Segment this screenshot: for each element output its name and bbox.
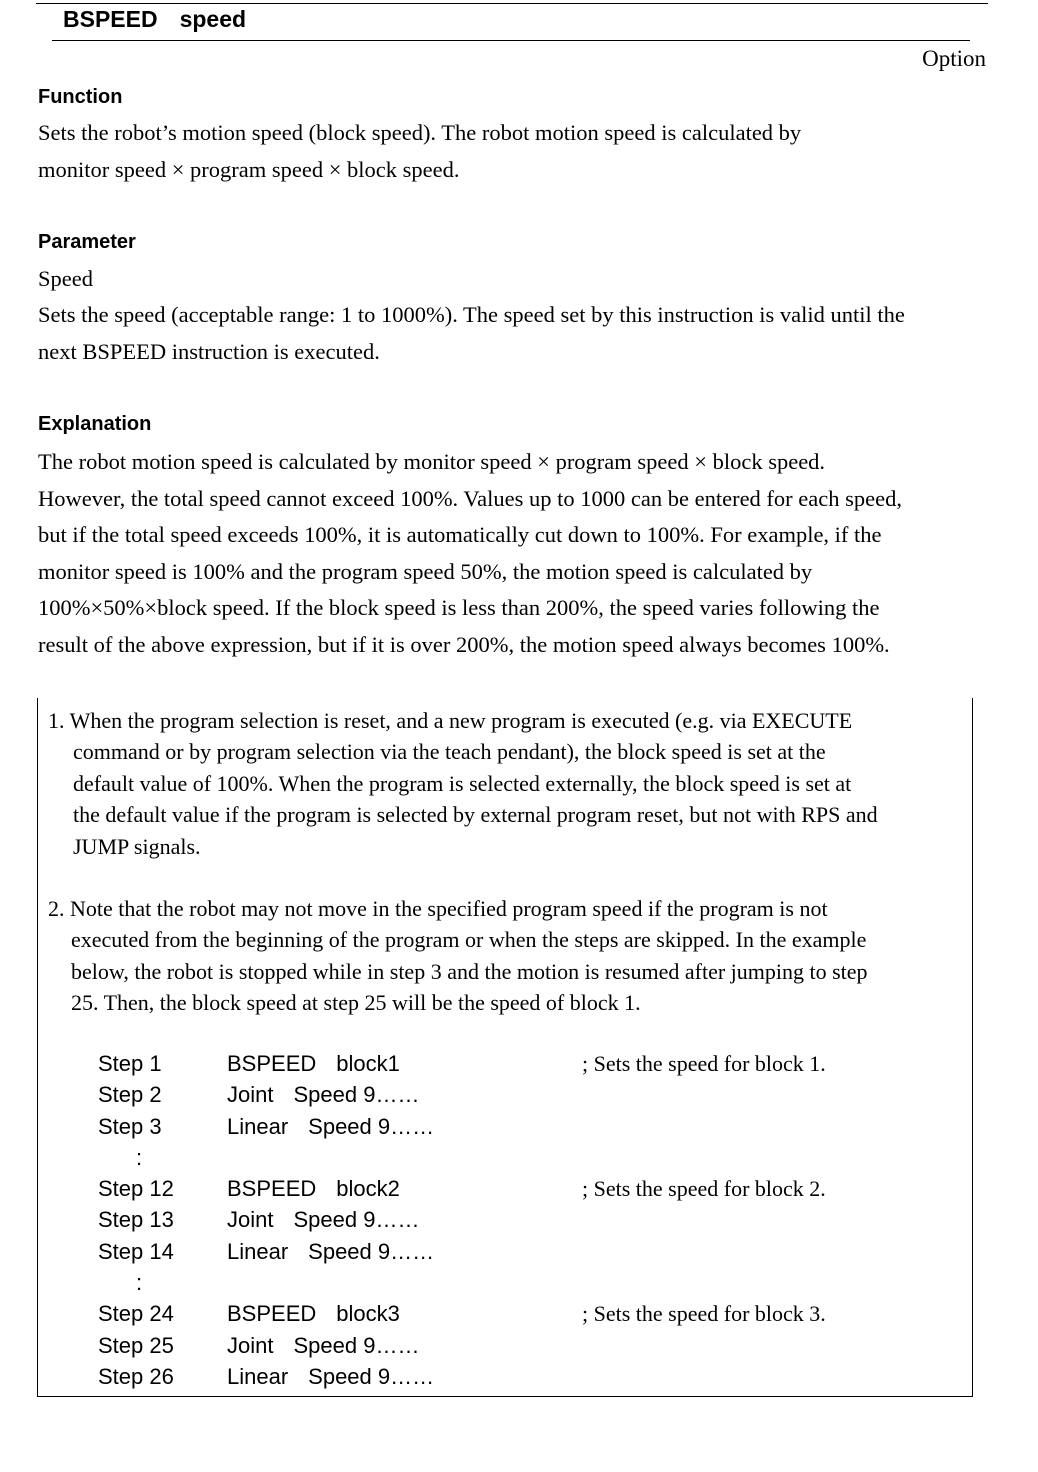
step-label: Step 3 (98, 1113, 162, 1139)
step-command (227, 1361, 434, 1392)
command-argument: Speed 9…… (293, 1207, 420, 1233)
example-program (98, 1048, 958, 1392)
text-line: However, the total speed cannot exceed 100%. Values up to 1000 can be entered for each speed, (38, 485, 902, 511)
step-label: Step 25 (98, 1332, 174, 1358)
step-command (227, 1204, 419, 1235)
command-name: BSPEED (227, 1301, 317, 1327)
code-row (98, 1079, 958, 1110)
explanation-text (38, 444, 998, 663)
vertical-ellipsis: : (136, 1144, 143, 1170)
text-line: the default value if the program is selected by external program reset, but not with RPS and (73, 802, 878, 828)
step-command (227, 1111, 434, 1142)
option-label: Option (922, 46, 986, 71)
step-command (227, 1298, 400, 1329)
code-row (98, 1298, 958, 1329)
command-argument: Speed 9…… (308, 1238, 435, 1264)
instruction-name: BSPEED (63, 6, 158, 32)
text-line: JUMP signals. (73, 833, 201, 859)
note-2 (48, 893, 963, 1019)
command-argument: block2 (336, 1176, 400, 1202)
text-line: command or by program selection via the teach pendant), the block speed is set at the (73, 739, 826, 765)
page-title (63, 6, 246, 33)
text-line: 25. Then, the block speed at step 25 will be the speed of block 1. (71, 990, 641, 1016)
text-line: next BSPEED instruction is executed. (38, 338, 380, 364)
omitted-steps-mark (98, 1142, 958, 1173)
text-line: executed from the beginning of the program or when the steps are skipped. In the example (71, 927, 867, 953)
parameter-name (38, 261, 998, 298)
text-line: result of the above expression, but if it is over 200%, the motion speed always becomes 100%. (38, 631, 890, 657)
parameter-text (38, 297, 998, 370)
code-row (98, 1361, 958, 1392)
top-rule (36, 3, 988, 4)
code-row (98, 1204, 958, 1235)
step-command (227, 1173, 400, 1204)
instruction-argument: speed (179, 6, 247, 32)
step-label: Step 24 (98, 1301, 174, 1327)
command-name: Linear (227, 1363, 289, 1389)
command-argument: Speed 9…… (308, 1113, 435, 1139)
step-comment: ; Sets the speed for block 1. (582, 1051, 826, 1076)
text-line: but if the total speed exceeds 100%, it is automatically cut down to 100%. For example, if the (38, 522, 882, 547)
text-line: Sets the robot’s motion speed (block speed). The robot motion speed is calculated by (38, 120, 802, 145)
text-line: Sets the speed (acceptable range: 1 to 1000%). The speed set by this instruction is valid until the (38, 302, 905, 327)
text-line: default value of 100%. When the program is selected externally, the block speed is set at (73, 770, 852, 796)
text-line: 2. Note that the robot may not move in the specified program speed if the program is not (48, 896, 828, 921)
step-command (227, 1079, 419, 1110)
omitted-steps-mark (98, 1267, 958, 1298)
text-line: monitor speed is 100% and the program speed 50%, the motion speed is calculated by (38, 558, 813, 584)
function-heading: Function (38, 86, 123, 108)
code-row (98, 1173, 958, 1204)
step-command (227, 1330, 419, 1361)
step-label: Step 13 (98, 1207, 174, 1233)
parameter-heading: Parameter (38, 231, 136, 253)
command-name: Joint (227, 1082, 274, 1108)
function-text (38, 115, 998, 188)
command-name: Joint (227, 1332, 274, 1358)
step-command (227, 1048, 400, 1079)
code-row (98, 1048, 958, 1079)
step-comment: ; Sets the speed for block 2. (582, 1176, 826, 1202)
command-name: Linear (227, 1113, 289, 1139)
text-line: 100%×50%×block speed. If the block speed is less than 200%, the speed varies following the (38, 595, 880, 620)
notes-box (37, 698, 973, 1397)
text-line: monitor speed × program speed × block speed. (38, 156, 460, 182)
code-row (98, 1330, 958, 1361)
text-line: 1. When the program selection is reset, and a new program is executed (e.g. via EXECUTE (48, 708, 853, 733)
step-command (227, 1236, 434, 1267)
code-row (98, 1236, 958, 1267)
command-argument: Speed 9…… (293, 1332, 420, 1358)
command-argument: Speed 9…… (308, 1363, 435, 1389)
vertical-ellipsis: : (136, 1270, 143, 1296)
step-label: Step 2 (98, 1082, 162, 1108)
title-rule (52, 40, 970, 41)
command-argument: block3 (336, 1301, 400, 1327)
text-line: The robot motion speed is calculated by monitor speed × program speed × block speed. (38, 449, 826, 474)
command-name: Joint (227, 1207, 274, 1233)
command-name: Linear (227, 1238, 289, 1264)
command-argument: Speed 9…… (293, 1082, 420, 1108)
command-name: BSPEED (227, 1176, 317, 1202)
step-label: Step 1 (98, 1051, 162, 1076)
step-label: Step 26 (98, 1363, 174, 1389)
text-line: below, the robot is stopped while in step 3 and the motion is resumed after jumping to step (71, 958, 868, 984)
note-1 (48, 705, 963, 862)
step-label: Step 12 (98, 1176, 174, 1202)
command-argument: block1 (336, 1051, 400, 1076)
step-comment: ; Sets the speed for block 3. (582, 1301, 826, 1327)
code-row (98, 1111, 958, 1142)
parameter-label: Speed (38, 266, 93, 291)
step-label: Step 14 (98, 1238, 174, 1264)
explanation-heading: Explanation (38, 413, 152, 435)
command-name: BSPEED (227, 1051, 317, 1076)
